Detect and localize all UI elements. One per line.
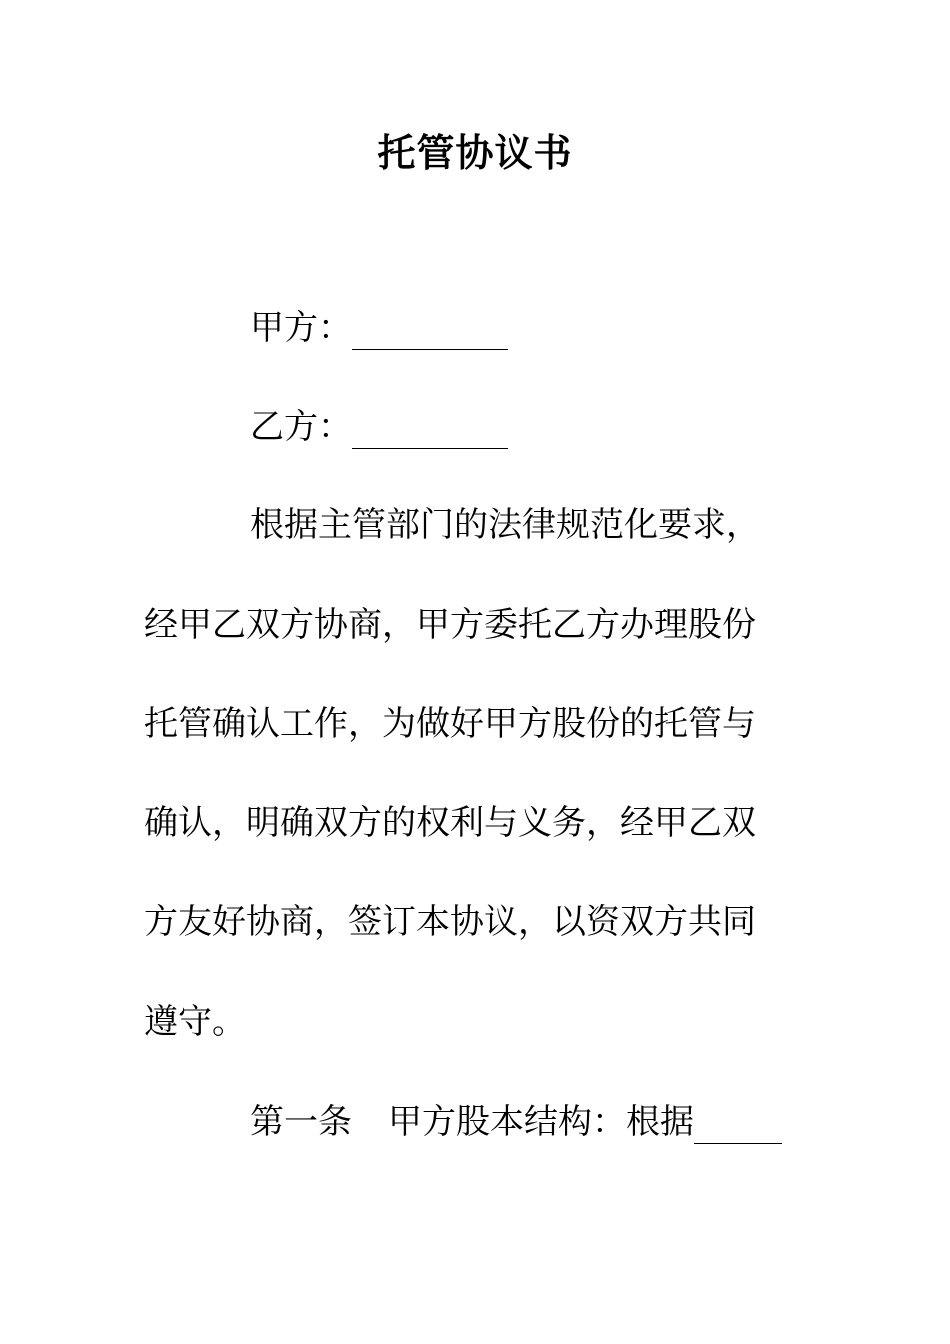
article-1-line	[250, 1100, 782, 1144]
intro-line-6: 遵守。	[144, 1002, 246, 1042]
party-b-line	[250, 405, 508, 449]
article-1-text: 甲方股本结构：根据	[388, 1102, 694, 1142]
article-1-blank[interactable]	[694, 1107, 782, 1144]
intro-line-5: 方友好协商，签订本协议，以资双方共同	[144, 902, 756, 942]
intro-line-4: 确认，明确双方的权利与义务，经甲乙双	[144, 803, 756, 843]
party-a-blank[interactable]	[352, 313, 508, 350]
document-title: 托管协议书	[377, 130, 573, 175]
party-a-line	[250, 306, 508, 350]
party-b-blank[interactable]	[352, 412, 508, 449]
intro-line-2: 经甲乙双方协商，甲方委托乙方办理股份	[144, 605, 756, 645]
intro-line-1: 根据主管部门的法律规范化要求，	[250, 505, 760, 545]
party-b-label: 乙方：	[250, 407, 352, 447]
article-1-number: 第一条	[250, 1102, 352, 1142]
intro-line-3: 托管确认工作，为做好甲方股份的托管与	[144, 704, 756, 744]
party-a-label: 甲方：	[250, 308, 352, 348]
